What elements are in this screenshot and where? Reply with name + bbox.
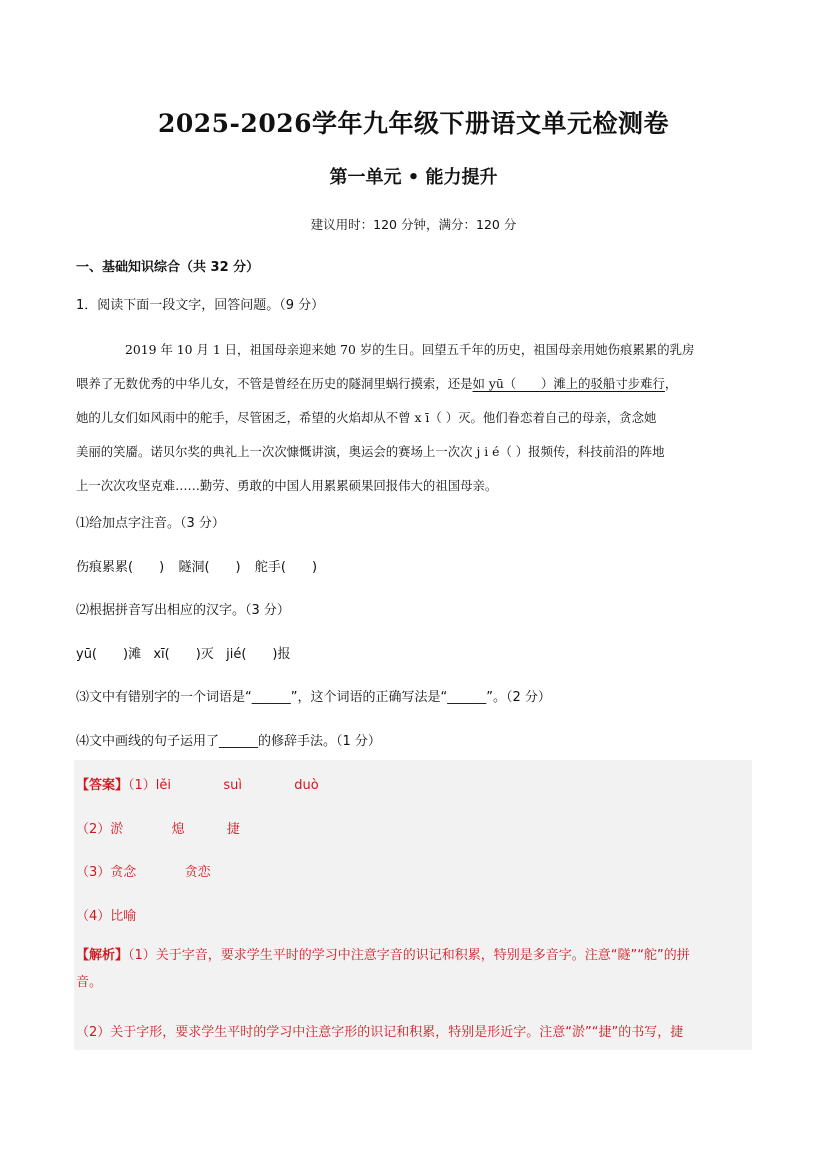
passage-line-1: 2019 年 10 月 1 日，祖国母亲迎来她 70 岁的生日。回望五千年的历史，祖国母亲用她伤痕累累的乳房	[125, 342, 695, 357]
passage-line-2-post: ，	[664, 376, 678, 391]
answer-1-item-1: lěi	[155, 778, 172, 793]
answer-panel	[74, 760, 752, 1050]
passage-line-5: 上一次次攻坚克难……勤劳、勇敢的中国人用累累硕果回报伟大的祖国母亲。	[76, 478, 498, 493]
analysis-1-line-2: 音。	[76, 975, 103, 990]
reading-passage	[76, 333, 752, 503]
answer-3-item-2: 贪恋	[184, 865, 211, 880]
answer-1	[76, 774, 319, 793]
sub-question-1-items	[76, 556, 317, 575]
passage-line-2	[76, 367, 752, 401]
answer-2-item-3: 捷	[226, 822, 240, 837]
hanzi-item-1: yū( )滩	[76, 647, 142, 662]
analysis-1	[76, 942, 756, 996]
answer-label: 【答案】	[76, 778, 129, 793]
pinyin-item-2: 隧洞( )	[178, 560, 241, 575]
exam-title: 2025-2026学年九年级下册语文单元检测卷	[157, 109, 670, 138]
passage-line-3: 她的儿女们如风雨中的舵手，尽管困乏，希望的火焰却从不曾 x ī（ ）灭。他们眷恋着自己的母亲，贪念她	[76, 410, 657, 425]
analysis-2: （2）关于字形，要求学生平时的学习中注意字形的识记和积累，特别是形近字。注意“淤”“捷”的书写，捷	[76, 1025, 684, 1040]
underlined-sentence: 如 yū（ ）滩上的驳船寸步难行	[472, 376, 665, 391]
sub-question-1: ⑴给加点字注音。（3 分）	[76, 516, 225, 531]
section-heading: 一、基础知识综合（共 32 分）	[76, 260, 260, 275]
answer-1-num: （1）	[128, 778, 156, 793]
pinyin-item-1: 伤痕累累( )	[76, 560, 165, 575]
answer-3-item-1: 贪念	[110, 865, 137, 880]
passage-line-4: 美丽的笑靥。诺贝尔奖的典礼上一次次慷慨讲演，奥运会的赛场上一次次 j i é（ ）报频传，科技前沿的阵地	[76, 444, 665, 459]
analysis-1-line-1	[76, 942, 756, 969]
answer-2-item-1: 淤	[110, 822, 124, 837]
hanzi-item-2: xī( )灭	[153, 647, 214, 662]
sub-question-2: ⑵根据拼音写出相应的汉字。（3 分）	[76, 603, 290, 618]
answer-4: （4）比喻	[76, 909, 137, 924]
question-1-stem: 1．阅读下面一段文字，回答问题。（9 分）	[76, 298, 325, 313]
answer-2-item-2: 熄	[171, 822, 185, 837]
answer-1-item-3: duò	[294, 778, 319, 793]
time-score-info: 建议用时：120 分钟，满分：120 分	[310, 217, 517, 232]
pinyin-item-3: 舵手( )	[254, 560, 318, 575]
answer-1-item-2: suì	[223, 778, 242, 793]
answer-3-num: （3）	[76, 865, 111, 880]
hanzi-item-3: jié( )报	[226, 647, 291, 662]
sub-question-3: ⑶文中有错别字的一个词语是“______”，这个词语的正确写法是“______”。（2 分）	[76, 690, 551, 705]
analysis-label: 【解析】	[76, 948, 129, 963]
passage-line-2-pre: 喂养了无数优秀的中华儿女，不管是曾经在历史的隧洞里蜗行摸索，还是	[76, 376, 473, 391]
analysis-1-text: （1）关于字音，要求学生平时的学习中注意字音的识记和积累，特别是多音字。注意“隧”“舵”的拼	[128, 948, 690, 963]
sub-question-2-items	[76, 643, 290, 662]
unit-subtitle: 第一单元 • 能力提升	[329, 167, 498, 188]
sub-question-4: ⑷文中画线的句子运用了______的修辞手法。（1 分）	[76, 734, 381, 749]
answer-2-num: （2）	[76, 822, 111, 837]
answer-2	[76, 818, 240, 837]
answer-3	[76, 861, 211, 880]
